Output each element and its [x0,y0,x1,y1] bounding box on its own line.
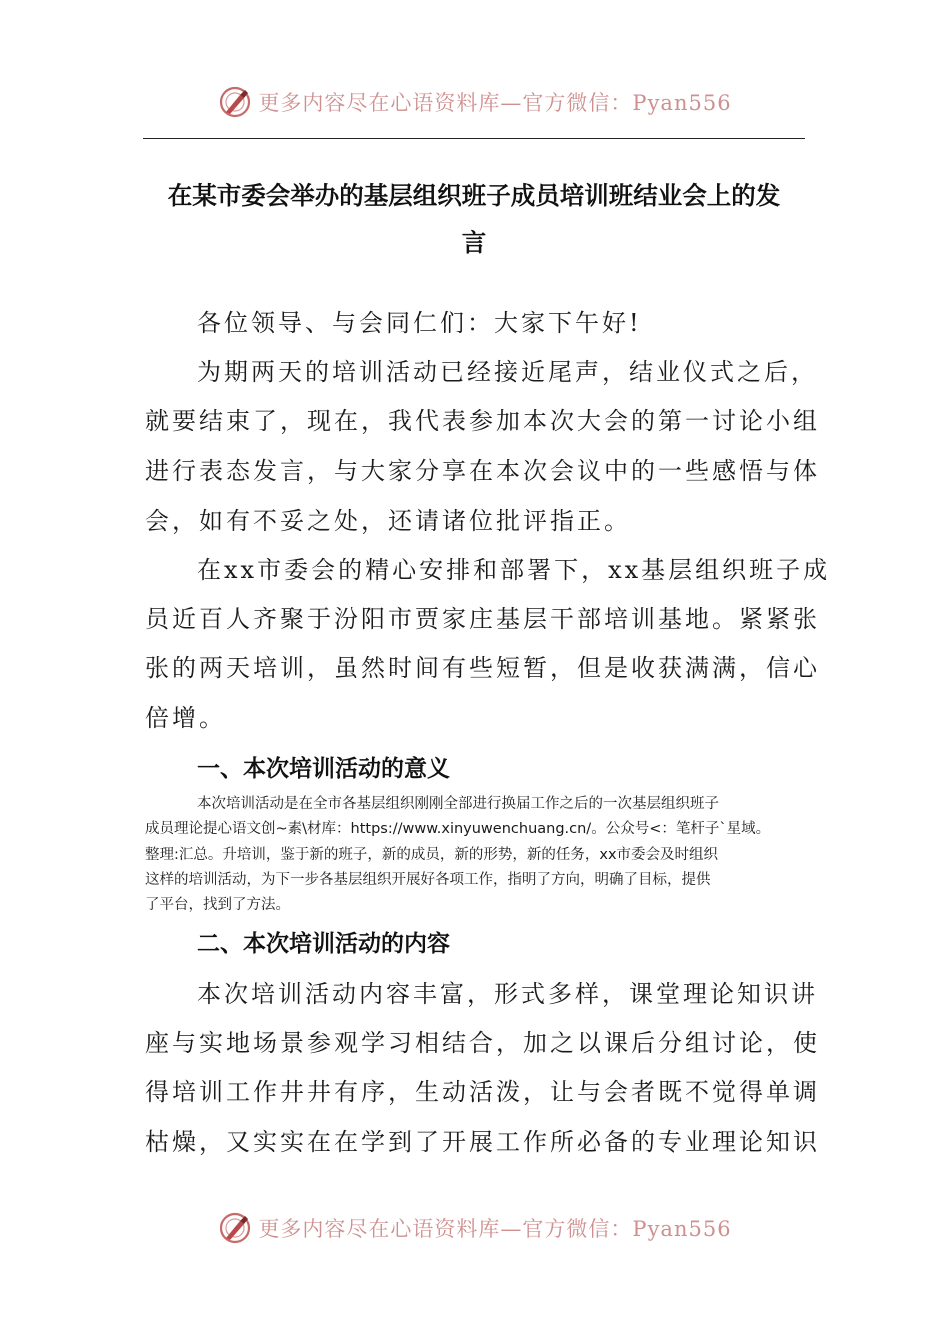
section-2-heading: 二、本次培训活动的内容 [197,931,450,957]
paragraph-1-line-2: 就要结束了，现在，我代表参加本次大会的第一讨论小组 [145,407,820,435]
section-2-line-3: 得培训工作井井有序，生动活泼，让与会者既不觉得单调 [145,1078,820,1106]
document-title [143,172,805,266]
section-1-line-3: 整理:汇总。升培训，鉴于新的班子，新的成员，新的形势，新的任务，xx市委会及时组织 [145,847,719,863]
header-banner [0,82,950,122]
section-1-heading: 一、本次培训活动的意义 [197,756,450,782]
section-2-line-1: 本次培训活动内容丰富，形式多样，课堂理论知识讲 [197,980,818,1008]
title-line-1: 在某市委会举办的基层组织班子成员培训班结业会上的发 [167,181,781,210]
section-1-line-2: 成员理论提心语文创~素\材库：https://www.xinyuwenchuang.cn/。公众号<：笔杆子`星域。 [145,821,771,837]
section-2-line-2: 座与实地场景参观学习相结合，加之以课后分组讨论，使 [145,1029,820,1057]
paragraph-2-line-2: 员近百人齐聚于汾阳市贾家庄基层干部培训基地。紧紧张 [145,605,820,633]
greeting: 各位领导、与会同仁们：大家下午好! [197,309,642,337]
paragraph-2-line-4: 倍增。 [145,704,226,732]
paragraph-1-line-1: 为期两天的培训活动已经接近尾声，结业仪式之后， [197,358,818,386]
section-2-line-4: 枯燥，又实实在在学到了开展工作所必备的专业理论知识 [145,1128,820,1156]
section-1-line-1: 本次培训活动是在全市各基层组织刚刚全部进行换届工作之后的一次基层组织班子 [197,796,719,812]
section-1-line-4: 这样的培训活动，为下一步各基层组织开展好各项工作，指明了方向，明确了目标，提供 [145,872,711,888]
paragraph-2-line-1: 在xx市委会的精心安排和部署下，xx基层组织班子成 [197,556,831,584]
header-banner-text: 更多内容尽在心语资料库—官方微信：Pyan556 [258,91,732,115]
paragraph-1-line-3: 进行表态发言，与大家分享在本次会议中的一些感悟与体 [145,457,820,485]
header-rule [143,138,805,139]
paragraph-1-line-4: 会，如有不妥之处，还请诸位批评指正。 [145,507,631,535]
paragraph-2-line-3: 张的两天培训，虽然时间有些短暂，但是收获满满，信心 [145,654,820,682]
footer-banner [0,1208,950,1248]
section-1-line-5: 了平台，找到了方法。 [145,897,290,913]
pen-logo-icon [218,1211,252,1245]
footer-banner-text: 更多内容尽在心语资料库—官方微信：Pyan556 [258,1217,732,1241]
pen-logo-icon [218,85,252,119]
title-line-2: 言 [461,228,487,257]
